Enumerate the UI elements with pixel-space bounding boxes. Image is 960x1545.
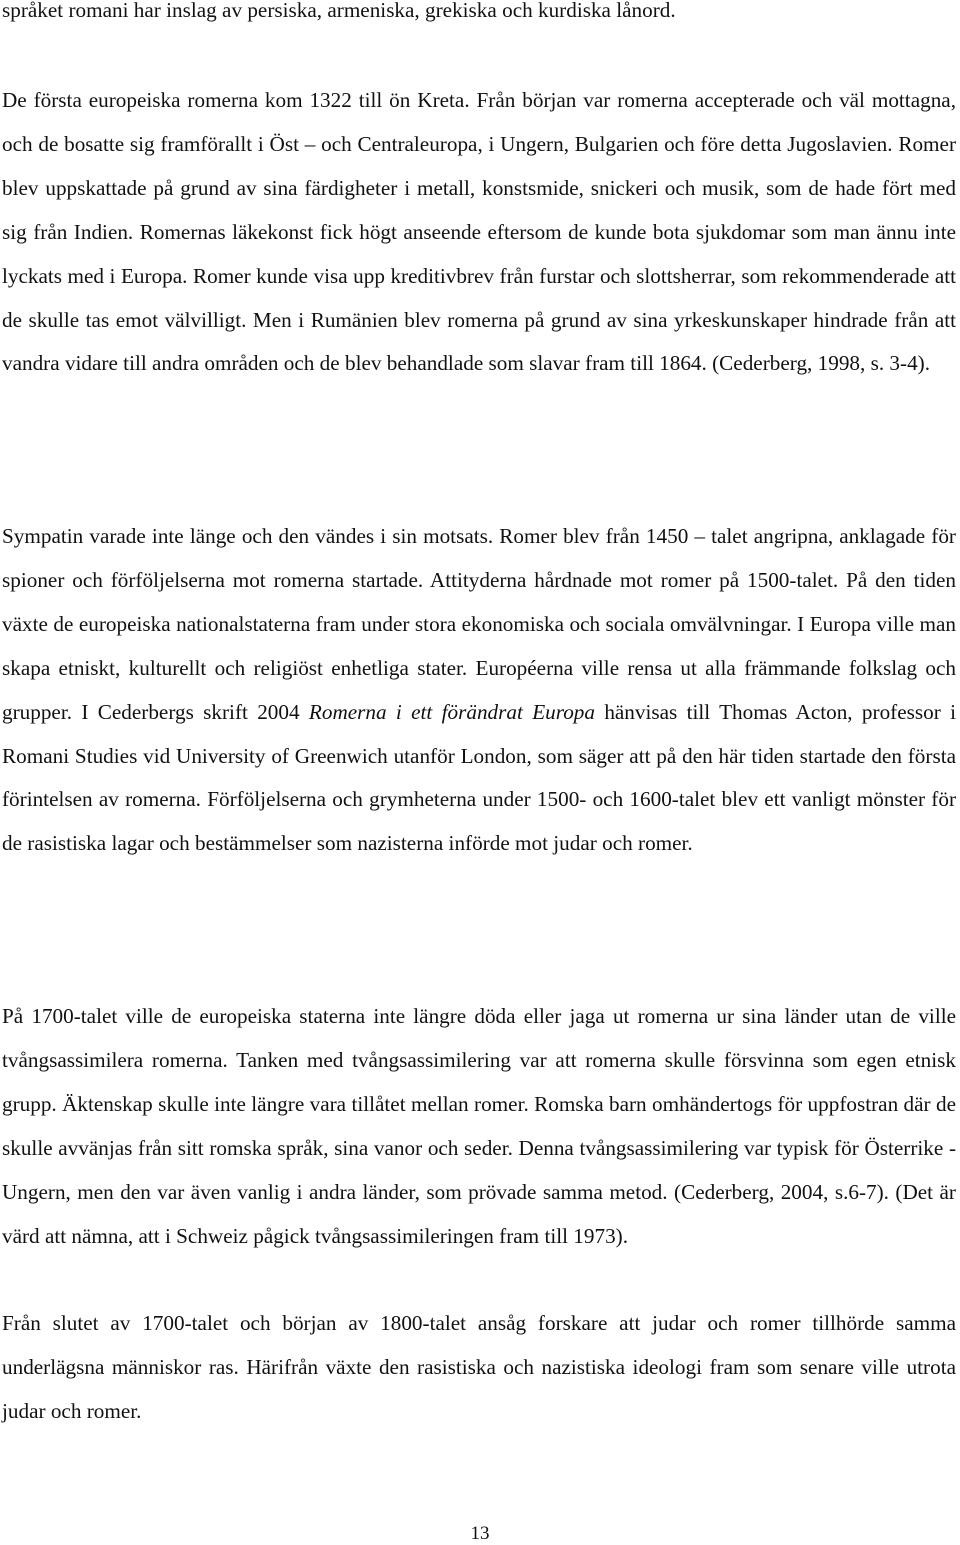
paragraph-persecution [2,515,956,866]
paragraph-racist-ideology: Från slutet av 1700-talet och början av 1800-talet ansåg forskare att judar och romer tillhörde samma underlägsna människor ras. Härifrån växte den rasistiska och nazistiska ideologi fram som senare ville utrota judar och romer. [2,1311,956,1423]
paragraph-persecution-text-before: Sympatin varade inte länge och den vändes i sin motsats. Romer blev från 1450 – talet angripna, anklagade för spioner och förföljelserna mot romerna startade. Attityderna hårdnade mot romer på 1500-talet. På den tiden växte de europeiska nationalstaterna fram under stora ekonomiska och sociala omvälvningar. I Europa ville man skapa etniskt, kulturellt och religiöst enhetliga stater. Européerna ville rensa ut alla främmande folkslag och grupper. I Cederbergs skrift 2004 [2,524,956,724]
page-number: 13 [470,1523,490,1544]
paragraph-romani-loanwords: språket romani har inslag av persiska, armeniska, grekiska och kurdiska lånord. [2,0,676,22]
paragraph-forced-assimilation: På 1700-talet ville de europeiska staterna inte längre döda eller jaga ut romerna ur sina länder utan de ville tvångsassimilera romerna. Tanken med tvångsassimilering var att romerna skulle försvinna som egen etnisk grupp. Äktenskap skulle inte längre vara tillåtet mellan romer. Romska barn omhändertogs för uppfostran där de skulle avvänjas från sitt romska språk, sina vanor och seder. Denna tvångsassimilering var typisk för Österrike - Ungern, men den var även vanlig i andra länder, som prövade samma metod. (Cederberg, 2004, s.6-7). (Det är värd att nämna, att i Schweiz pågick tvångsassimileringen fram till 1973). [2,1004,956,1248]
paragraph-persecution-text-after: hänvisas till Thomas Acton, professor i Romani Studies vid University of Greenwich utanför London, som säger att på den här tiden startade den första förintelsen av romerna. Förföljelserna och grymheterna under 1500- och 1600-talet blev ett vanligt mönster för de rasistiska lagar och bestämmelser som nazisterna införde mot judar och romer. [2,699,956,856]
book-title-italic: Romerna i ett förändrat Europa [308,699,595,724]
paragraph-first-romani-in-europe: De första europeiska romerna kom 1322 till ön Kreta. Från början var romerna accepterade och väl mottagna, och de bosatte sig framförallt i Öst – och Centraleuropa, i Ungern, Bulgarien och före detta Jugoslavien. Romer blev uppskattade på grund av sina färdigheter i metall, konstsmide, snickeri och musik, som de hade fört med sig från Indien. Romernas läkekonst fick högt anseende eftersom de kunde bota sjukdomar som man ännu inte lyckats med i Europa. Romer kunde visa upp kreditivbrev från furstar och slottsherrar, som rekommenderade att de skulle tas emot välvilligt. Men i Rumänien blev romerna på grund av sina yrkeskunskaper hindrade från att vandra vidare till andra områden och de blev behandlade som slavar fram till 1864. (Cederberg, 1998, s. 3-4). [2,88,956,376]
